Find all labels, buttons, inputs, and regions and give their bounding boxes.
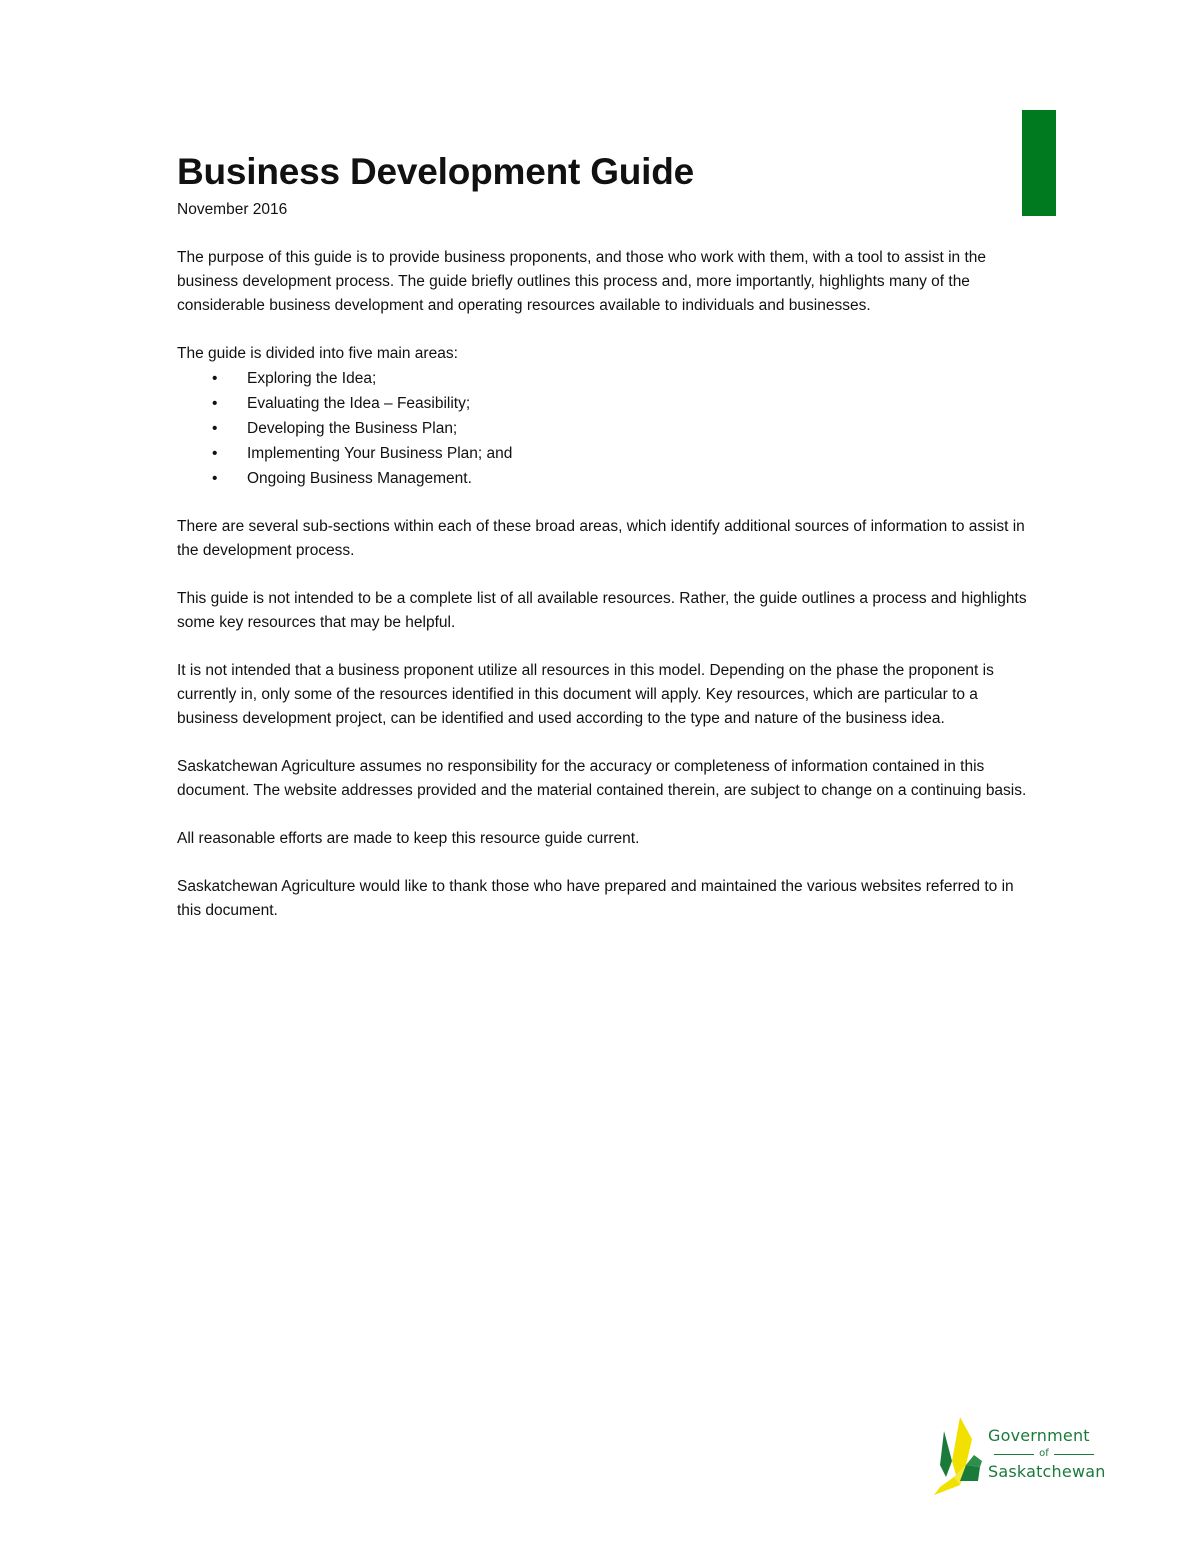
publication-date: November 2016 [177, 201, 288, 218]
areas-list [177, 366, 1027, 491]
logo-wordmark [988, 1425, 1110, 1483]
list-item [177, 416, 1027, 441]
list-item [177, 466, 1027, 491]
bullet-icon: • [212, 445, 218, 462]
bullet-icon: • [212, 470, 218, 487]
logo-line-government: Government [988, 1426, 1090, 1445]
bullet-icon: • [212, 395, 218, 412]
list-item [177, 391, 1027, 416]
not-complete-paragraph: This guide is not intended to be a complete list of all available resources. Rather, the guide outlines a process and highlights some key resources that may be helpful. [177, 590, 1027, 631]
green-accent-bar [1022, 110, 1056, 216]
not-all-resources-paragraph: It is not intended that a business proponent utilize all resources in this model. Depending on the phase the proponent is currently in, only some of the resources identified in this document will apply. Key resources, which are particular to a business development project, can be identified and used according to the type and nature of the business idea. [177, 662, 994, 727]
logo-line-of [988, 1447, 1100, 1461]
list-item [177, 441, 1027, 466]
document-content [177, 148, 1027, 923]
disclaimer-paragraph: Saskatchewan Agriculture assumes no responsibility for the accuracy or completeness of information contained in this document. The website addresses provided and the material contained therein, are subject to change on a continuing basis. [177, 758, 1027, 799]
areas-intro: The guide is divided into five main areas: [177, 345, 458, 362]
logo-of-label: of [1039, 1448, 1049, 1459]
government-of-saskatchewan-logo [930, 1415, 1110, 1497]
bullet-icon: • [212, 420, 218, 437]
intro-paragraph: The purpose of this guide is to provide business proponents, and those who work with them, with a tool to assist in the business development process. The guide briefly outlines this process and, more importantly, highlights many of the considerable business development and operating resources available to individuals and businesses. [177, 249, 987, 314]
page-title: Business Development Guide [177, 151, 695, 192]
thanks-paragraph: Saskatchewan Agriculture would like to thank those who have prepared and maintained the various websites referred to in this document. [177, 878, 1014, 919]
current-paragraph: All reasonable efforts are made to keep this resource guide current. [177, 830, 640, 847]
logo-rule [994, 1454, 1034, 1455]
list-item-label: Evaluating the Idea – Feasibility; [247, 395, 471, 412]
list-item [177, 366, 1027, 391]
bullet-icon: • [212, 370, 218, 387]
subsections-paragraph: There are several sub-sections within each of these broad areas, which identify additional sources of information to assist in the development process. [177, 518, 1025, 559]
logo-rule [1054, 1454, 1094, 1455]
wheat-sheaf-icon [930, 1415, 988, 1497]
list-item-label: Exploring the Idea; [247, 370, 377, 387]
list-item-label: Developing the Business Plan; [247, 420, 458, 437]
list-item-label: Implementing Your Business Plan; and [247, 445, 513, 462]
list-item-label: Ongoing Business Management. [247, 470, 472, 487]
logo-line-saskatchewan: Saskatchewan [988, 1462, 1106, 1481]
